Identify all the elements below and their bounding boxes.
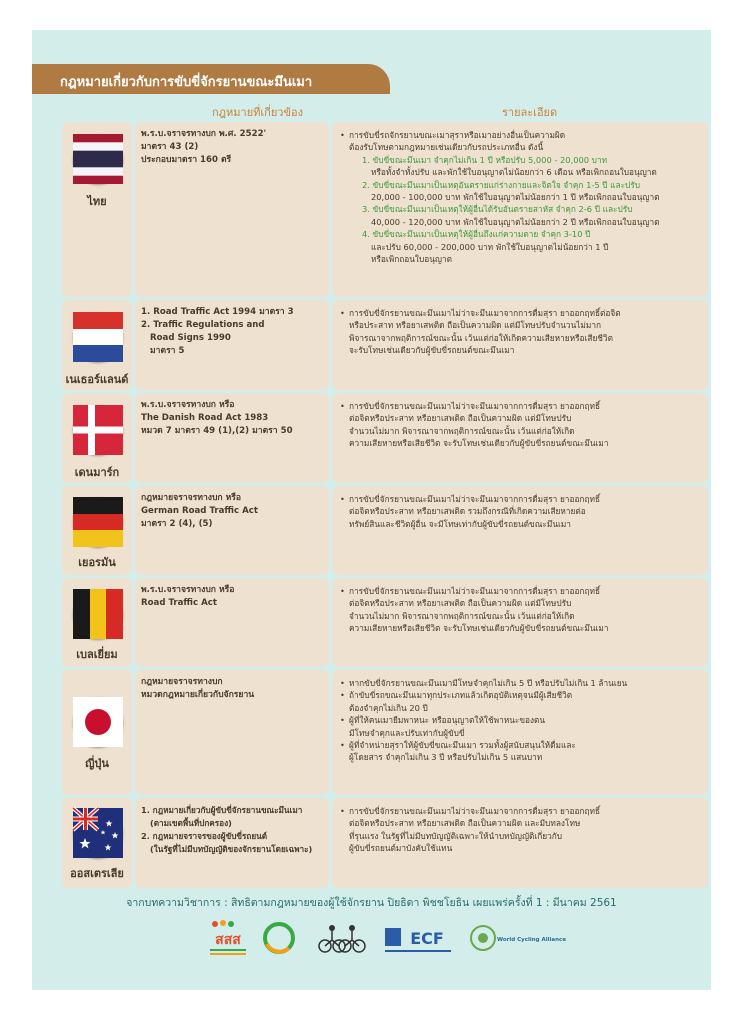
page-title: กฎหมายเกี่ยวกับการขับขี่จักรยานขณะมึนเมา: [60, 75, 313, 90]
law-line: กฎหมายจราจรทางบก หรือ: [141, 493, 242, 503]
detail-line: 3. ขับขี่ขณะมึนเมาเป็นเหตุให้ผู้อื่นได้รับอันตรายสาหัส จำคุก 2-6 ปี และปรับ: [362, 204, 633, 215]
detail-line: 40,000 - 120,000 บาท พักใช้ใบอนุญาตไม่น้อยกว่า 2 ปี หรือเพิกถอนใบอนุญาต: [371, 216, 660, 227]
country-name: ญี่ปุ่น: [85, 757, 109, 770]
law-line: พ.ร.บ.จราจรทางบก หรือ: [141, 585, 235, 595]
page-title-banner: [32, 64, 390, 94]
law-line: 1. Road Traffic Act 1994 มาตรา 3: [141, 307, 294, 317]
detail-cell: [332, 670, 708, 795]
detail-line: 2. ขับขี่ขณะมึนเมาเป็นเหตุอันตรายแก่ร่างกายและจิตใจ จำคุก 1-5 ปี และปรับ: [362, 179, 641, 190]
detail-cell: [332, 122, 708, 297]
law-cell: [135, 300, 329, 390]
detail-line: จะรับโทษเช่นเดียวกับผู้ขับขี่รถยนต์ขณะมึนเมา: [349, 345, 515, 356]
law-cell: [135, 393, 329, 483]
country-name: ออสเตรเลีย: [70, 867, 124, 880]
column-header-detail: รายละเอียด: [502, 106, 558, 119]
thai-health-circle-logo-icon: [259, 918, 299, 958]
detail-cell: [332, 393, 708, 483]
law-cell: [135, 670, 329, 795]
detail-line: • การขับขี่จักรยานขณะมึนเมาไม่ว่าจะมึนเมาจากการดื่มสุรา ยาออกฤทธิ์: [340, 400, 700, 412]
detail-cell: [332, 578, 708, 667]
table-row-australia: [62, 798, 708, 888]
detail-line: ต้องรับโทษตามกฎหมายเช่นเดียวกับรถประเภทอื่น ดังนี้: [349, 142, 544, 153]
detail-line: 4. ขับขี่ขณะมึนเมาเป็นเหตุให้ผู้อื่นถึงแก่ความตาย จำคุก 3-10 ปี: [362, 229, 591, 240]
law-line: (ตามเขตพื้นที่ปกครอง): [150, 818, 232, 828]
law-line: หมวด 7 มาตรา 49 (1),(2) มาตรา 50: [141, 426, 293, 436]
netherlands-flag-icon: [73, 312, 123, 362]
detail-line: หรือประสาท หรือยาเสพติด ถือเป็นความผิด แต่มีโทษปรับจำนวนไม่มาก: [349, 320, 602, 331]
detail-line: ต้องจำคุกไม่เกิน 20 ปี: [349, 702, 428, 713]
detail-line: มีโทษจำคุกและปรับเท่ากับผู้ขับขี่: [349, 727, 465, 738]
detail-line: ความเสียหายหรือเสียชีวิต จะรับโทษเช่นเดียวกับผู้ขับขี่รถยนต์ขณะมึนเมา: [349, 623, 609, 634]
flag-cell: [62, 578, 132, 667]
table-row-thailand: [62, 122, 708, 297]
detail-line: จำนวนไม่มาก พิจารณาจากพฤติการณ์ขณะนั้น เว้นแต่ก่อให้เกิด: [349, 610, 575, 621]
country-name: เนเธอร์แลนด์: [65, 373, 129, 386]
flag-cell: [62, 798, 132, 888]
world-cycling-alliance-text: World Cycling Alliance: [497, 937, 567, 943]
law-line: The Danish Road Act 1983: [141, 413, 269, 423]
world-cycling-alliance-logo-icon: [469, 918, 567, 958]
column-header-law: กฎหมายที่เกี่ยวข้อง: [212, 106, 303, 119]
flag-cell: [62, 393, 132, 483]
detail-line: และปรับ 60,000 - 200,000 บาท พักใช้ใบอนุญาตไม่น้อยกว่า 1 ปี: [371, 241, 609, 252]
law-line: พ.ร.บ.จราจรทางบก หรือ: [141, 400, 235, 410]
detail-line: 1. ขับขี่ขณะมึนเมา จำคุกไม่เกิน 1 ปี หรือปรับ 5,000 - 20,000 บาท: [362, 154, 608, 165]
detail-line: 20,000 - 100,000 บาท พักใช้ใบอนุญาตไม่น้อยกว่า 1 ปี หรือเพิกถอนใบอนุญาต: [371, 192, 660, 203]
detail-cell: [332, 300, 708, 390]
country-name: ไทย: [87, 195, 107, 208]
detail-line: • การขับขี่จักรยานขณะมึนเมาไม่ว่าจะมึนเมาจากการดื่มสุรา ยาออกฤทธิ์: [340, 805, 700, 817]
sponsor-logos: [207, 918, 567, 958]
detail-line: ความเสียหายหรือเสียชีวิต จะรับโทษเช่นเดียวกับผู้ขับขี่รถยนต์ขณะมึนเมา: [349, 438, 609, 449]
detail-line: • การขับขี่จักรยานขณะมึนเมาไม่ว่าจะมึนเมาจากการดื่มสุรา ยาออกฤทธิ์: [340, 493, 700, 505]
detail-line: • การขับขี่จักรยานขณะมึนเมาไม่ว่าจะมึนเมาจากการดื่มสุรา ยาออกฤทธิ์: [340, 585, 700, 597]
law-line: มาตรา 43 (2): [141, 142, 199, 152]
law-line: Road Traffic Act: [141, 598, 217, 608]
detail-line: ต่อจิตหรือประสาท หรือยาเสพติด รวมถึงกรณีที่เกิดความเสียหายต่อ: [349, 506, 586, 517]
detail-cell: [332, 486, 708, 575]
detail-line: หรือเพิกถอนใบอนุญาต: [371, 254, 453, 265]
flag-cell: [62, 300, 132, 390]
law-line: มาตรา 5: [150, 346, 185, 356]
law-cell: [135, 122, 329, 297]
ecf-logo-text: ECF: [410, 929, 444, 948]
law-line: 2. Traffic Regulations and: [141, 320, 265, 330]
belgium-flag-icon: [73, 589, 123, 639]
table-row-netherlands: [62, 300, 708, 390]
detail-line: ต่อจิตหรือประสาท หรือยาเสพติด ถือเป็นความผิด แต่มีโทษปรับ: [349, 413, 572, 424]
australia-flag-icon: [73, 808, 123, 858]
law-line: Road Signs 1990: [150, 333, 231, 343]
table-row-denmark: [62, 393, 708, 483]
germany-flag-icon: [73, 497, 123, 547]
detail-line: ต่อจิตหรือประสาท หรือยาเสพติด ถือเป็นความผิด แต่มีโทษปรับ: [349, 598, 572, 609]
ecf-logo-icon: [383, 918, 453, 958]
law-cell: [135, 798, 329, 888]
law-line: 1. กฎหมายเกี่ยวกับผู้ขับขี่จักรยานขณะมึนเมา: [141, 805, 303, 815]
law-line: (ในรัฐที่ไม่มีบทบัญญัติของจักรยานโดยเฉพาะ): [150, 844, 313, 854]
detail-line: ต่อจิตหรือประสาท หรือยาเสพติด ถือเป็นความผิด และมีบทลงโทษ: [349, 818, 581, 829]
flag-cell: [62, 122, 132, 297]
flag-cell: [62, 670, 132, 795]
law-line: พ.ร.บ.จราจรทางบก พ.ศ. 2522': [141, 129, 267, 139]
law-line: หมวดกฎหมายเกี่ยวกับจักรยาน: [141, 690, 255, 700]
table-row-japan: [62, 670, 708, 795]
table-row-belgium: [62, 578, 708, 667]
japan-flag-icon: [73, 697, 123, 747]
law-line: ประกอบมาตรา 160 ตรี: [141, 155, 232, 165]
sss-logo-icon: [207, 918, 249, 958]
law-cell: [135, 578, 329, 667]
flag-cell: [62, 486, 132, 575]
detail-line: ที่รุนแรง ในรัฐที่ไม่มีบทบัญญัติเฉพาะให้นำบทบัญญัติเกี่ยวกับ: [349, 830, 563, 841]
detail-line: พิจารณาจากพฤติการณ์ขณะนั้น เว้นแต่ก่อให้เกิดความเสียหายหรือเสียชีวิต: [349, 332, 613, 343]
detail-line: ทรัพย์สินและชีวิตผู้อื่น จะมีโทษเท่ากับผู้ขับขี่รถยนต์ขณะมึนเมา: [349, 518, 571, 529]
detail-cell: [332, 798, 708, 888]
law-line: German Road Traffic Act: [141, 506, 258, 516]
source-citation: จากบทความวิชาการ : สิทธิตามกฎหมายของผู้ใช้จักรยาน ปิยธิดา พิชชโยธิน เผยแพร่ครั้งที่ 1 : มีนาคม 2561: [126, 897, 617, 909]
detail-line: หรือทั้งจำทั้งปรับ และพักใช้ใบอนุญาตไม่น้อยกว่า 6 เดือน หรือเพิกถอนใบอนุญาต: [371, 167, 657, 178]
law-cell: [135, 486, 329, 575]
detail-line: • หากขับขี่จักรยานขณะมึนเมามีโทษจำคุกไม่เกิน 5 ปี หรือปรับไม่เกิน 1 ล้านเยน: [340, 677, 700, 689]
country-name: เยอรมัน: [78, 556, 116, 569]
cyclists-logo-icon: [313, 918, 367, 958]
detail-line: • ผู้ที่จำหน่ายสุราให้ผู้ขับขี่ขณะมึนเมา รวมทั้งผู้สนับสนุนให้ดื่มและ: [340, 739, 700, 751]
detail-line: จำนวนไม่มาก พิจารณาจากพฤติการณ์ขณะนั้น เว้นแต่ก่อให้เกิด: [349, 425, 575, 436]
detail-line: • การขับขี่จักรยานขณะมึนเมาไม่ว่าจะมึนเมาจากการดื่มสุรา ยาออกฤทธิ์ต่อจิต: [340, 307, 700, 319]
law-line: กฎหมายจราจรทางบก: [141, 677, 223, 687]
detail-line: • ผู้ที่ให้คนเมายืมพาหนะ หรืออนุญาตให้ใช้พาหนะของตน: [340, 714, 700, 726]
denmark-flag-icon: [73, 405, 123, 455]
detail-line: • การขับขี่รถจักรยานขณะเมาสุราหรือเมาอย่างอื่นเป็นความผิด: [340, 129, 700, 141]
detail-line: ผู้โดยสาร จำคุกไม่เกิน 3 ปี หรือปรับไม่เกิน 5 แสนบาท: [349, 752, 543, 763]
table-row-germany: [62, 486, 708, 575]
country-name: เดนมาร์ก: [74, 466, 120, 479]
thailand-flag-icon: [73, 134, 123, 184]
law-line: 2. กฎหมายจราจรของผู้ขับขี่รถยนต์: [141, 831, 268, 841]
detail-line: • ถ้าขับขี่รถขณะมึนเมาทุกประเภทแล้วเกิดอุบัติเหตุจนมีผู้เสียชีวิต: [340, 689, 700, 701]
detail-line: ผู้ขับขี่รถยนต์มาบังคับใช้แทน: [349, 843, 453, 854]
law-line: มาตรา 2 (4), (5): [141, 519, 213, 529]
country-name: เบลเยี่ยม: [76, 648, 118, 661]
sss-logo-text: สสส: [215, 932, 241, 948]
